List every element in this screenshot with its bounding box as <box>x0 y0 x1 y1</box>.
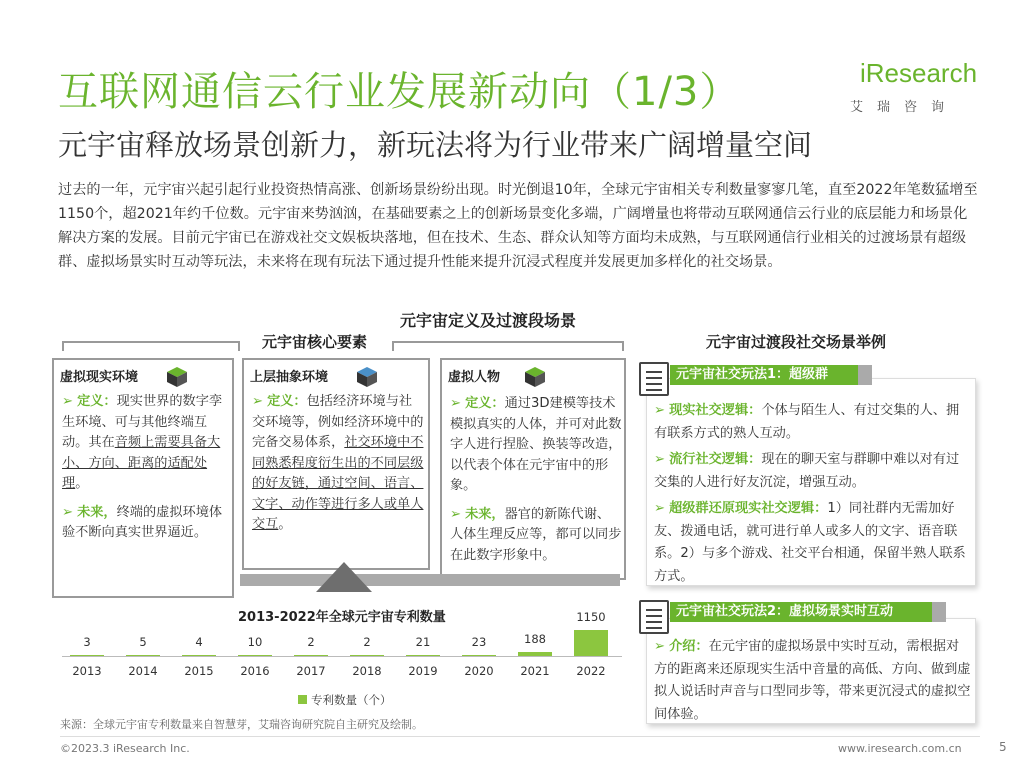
support-triangle <box>316 562 372 592</box>
chart-data-label: 5 <box>139 635 147 649</box>
banner-tail <box>858 365 872 385</box>
chart-x-tick: 2020 <box>464 664 494 678</box>
source-note: 来源：全球元宇宙专利数量来自智慧芽，艾瑞咨询研究院自主研究及绘制。 <box>60 718 423 731</box>
chart-data-label: 3 <box>83 635 91 649</box>
chart-data-label: 2 <box>363 635 371 649</box>
chart-x-axis <box>62 656 622 657</box>
chevron-right-icon: ➢ <box>654 501 666 516</box>
chart-x-tick: 2018 <box>352 664 382 678</box>
chevron-right-icon: ➢ <box>450 506 462 522</box>
chart-data-label: 4 <box>195 635 203 649</box>
footer-copyright: ©2023.3 iResearch Inc. <box>60 742 190 755</box>
social-item: ➢ 现实社交逻辑：个体与陌生人、有过交集的人、拥有联系方式的熟人互动。 <box>654 403 960 441</box>
core-bracket-right <box>392 341 624 343</box>
social-item: ➢ 超级群还原现实社交逻辑：1）同社群内无需加好友、拨通电话，就可进行单人或多人的文字、语音联系。2）与多个游戏、社交平台相通，保留半熟人联系方式。 <box>654 501 966 584</box>
social-banner: 元宇宙社交玩法2：虚拟场景实时互动 <box>670 602 932 622</box>
chart-x-tick: 2015 <box>184 664 214 678</box>
chevron-right-icon: ➢ <box>252 394 264 409</box>
card-definition: ➢ 定义：通过3D建模等技术模拟真实的人体，并可对此数字人进行捏脸、换装等改造，以代表个体在元宇宙中的形象。 <box>450 396 622 493</box>
chart-data-label: 10 <box>247 635 263 649</box>
card-future: ➢ 未来，终端的虚拟环境体验不断向真实世界逼近。 <box>62 504 223 540</box>
support-platform <box>240 574 620 586</box>
core-card-virtual-reality <box>52 358 234 598</box>
banner-tail <box>932 602 946 622</box>
main-heading: 元宇宙定义及过渡段场景 <box>400 311 577 330</box>
chart-x-tick: 2017 <box>296 664 326 678</box>
card-body <box>62 392 228 544</box>
core-heading: 元宇宙核心要素 <box>262 333 368 351</box>
cube-icon <box>524 366 546 388</box>
social-body <box>654 400 972 588</box>
chart-data-label: 1150 <box>576 610 606 624</box>
chevron-right-icon: ➢ <box>450 396 462 411</box>
card-title: 虚拟人物 <box>448 370 501 385</box>
chart-x-tick: 2022 <box>576 664 606 678</box>
card-body <box>252 392 424 536</box>
logo-main-text: iResearch <box>860 58 978 88</box>
chart-data-label: 2 <box>307 635 315 649</box>
core-card-abstract-environment <box>242 358 430 570</box>
chart-x-tick: 2014 <box>128 664 158 678</box>
social-item: ➢ 流行社交逻辑：现在的聊天室与群聊中难以对有过交集的人进行好友沉淀，增强互动。 <box>654 452 960 490</box>
chart-data-label: 23 <box>471 635 487 649</box>
page-number: 5 <box>999 740 1007 754</box>
chart-x-tick: 2021 <box>520 664 550 678</box>
cube-icon <box>166 366 188 388</box>
legend-label: 专利数量（个） <box>311 693 392 707</box>
core-card-virtual-human <box>440 358 626 580</box>
chevron-right-icon: ➢ <box>62 394 74 409</box>
chevron-right-icon: ➢ <box>654 639 666 654</box>
social-body <box>654 636 972 726</box>
chart-x-tick: 2016 <box>240 664 270 678</box>
card-title: 虚拟现实环境 <box>60 370 139 385</box>
chevron-right-icon: ➢ <box>654 452 666 467</box>
intro-paragraph: 过去的一年，元宇宙兴起引起行业投资热情高涨、创新场景纷纷出现。时光倒退10年，全球元宇宙相关专利数量寥寥几笔，直至2022年笔数猛增至1150个，超2021年约千位数。元宇宙来势汹汹，在基础要素之上的创新场景变化多端，广阔增量也将带动互联网通信云行业的底层能力和场景化解决方案的发展。目前元宇宙已在游戏社交文娱板块落地，但在技术、生态、群众认知等方面均未成熟，与互联网通信行业相关的过渡场景有超级群、虚拟场景实时互动等玩法，未来将在现有玩法下通过提升性能来提升沉浸式程度并发展更加多样化的社交场景。 <box>58 182 978 270</box>
social-item: ➢ 介绍：在元宇宙的虚拟场景中实时互动，需根据对方的距离来还原现实生活中音量的高低、方向、做到虚拟人说话时声音与口型同步等，带来更沉浸式的虚拟空间体验。 <box>654 639 971 722</box>
document-icon <box>639 600 669 634</box>
chevron-right-icon: ➢ <box>62 504 74 520</box>
card-title: 上层抽象环境 <box>250 370 329 385</box>
chart-title: 2013-2022年全球元宇宙专利数量 <box>238 610 446 625</box>
chart-x-tick: 2019 <box>408 664 438 678</box>
chart-x-tick: 2013 <box>72 664 102 678</box>
card-definition: ➢ 定义：包括经济环境与社交环境等，例如经济环境中的完备交易体系，社交环境中不同熟悉程度衍生出的不同层级的好友链，通过空间、语言、文字、动作等进行多人或单人交互。 <box>252 394 424 532</box>
logo-sub-text: 艾瑞咨询 <box>850 100 959 115</box>
social-heading: 元宇宙过渡段社交场景举例 <box>706 333 887 351</box>
document-icon <box>639 362 669 396</box>
iresearch-logo <box>846 52 976 122</box>
footer-url[interactable]: www.iresearch.com.cn <box>838 742 962 755</box>
chart-data-label: 21 <box>415 635 431 649</box>
card-future: ➢ 未来，器官的新陈代谢、人体生理反应等，都可以同步在此数字形象中。 <box>450 506 622 563</box>
page-title: 互联网通信云行业发展新动向（1/3） <box>58 69 741 115</box>
legend-swatch <box>298 695 307 704</box>
card-definition: ➢ 定义：现实世界的数字孪生环境、可与其他终端互动。其在音频上需要具备大小、方向、距离的适配处理。 <box>62 394 223 491</box>
chart-data-label: 188 <box>524 632 546 646</box>
footer-divider <box>60 736 980 737</box>
card-body <box>450 394 622 566</box>
page-subtitle: 元宇宙释放场景创新力，新玩法将为行业带来广阔增量空间 <box>58 128 813 162</box>
cube-icon <box>356 366 378 388</box>
chevron-right-icon: ➢ <box>654 403 666 418</box>
social-banner: 元宇宙社交玩法1：超级群 <box>670 365 858 385</box>
chart-legend <box>298 692 392 708</box>
core-bracket-left <box>62 341 240 343</box>
chart-bar <box>574 630 608 656</box>
